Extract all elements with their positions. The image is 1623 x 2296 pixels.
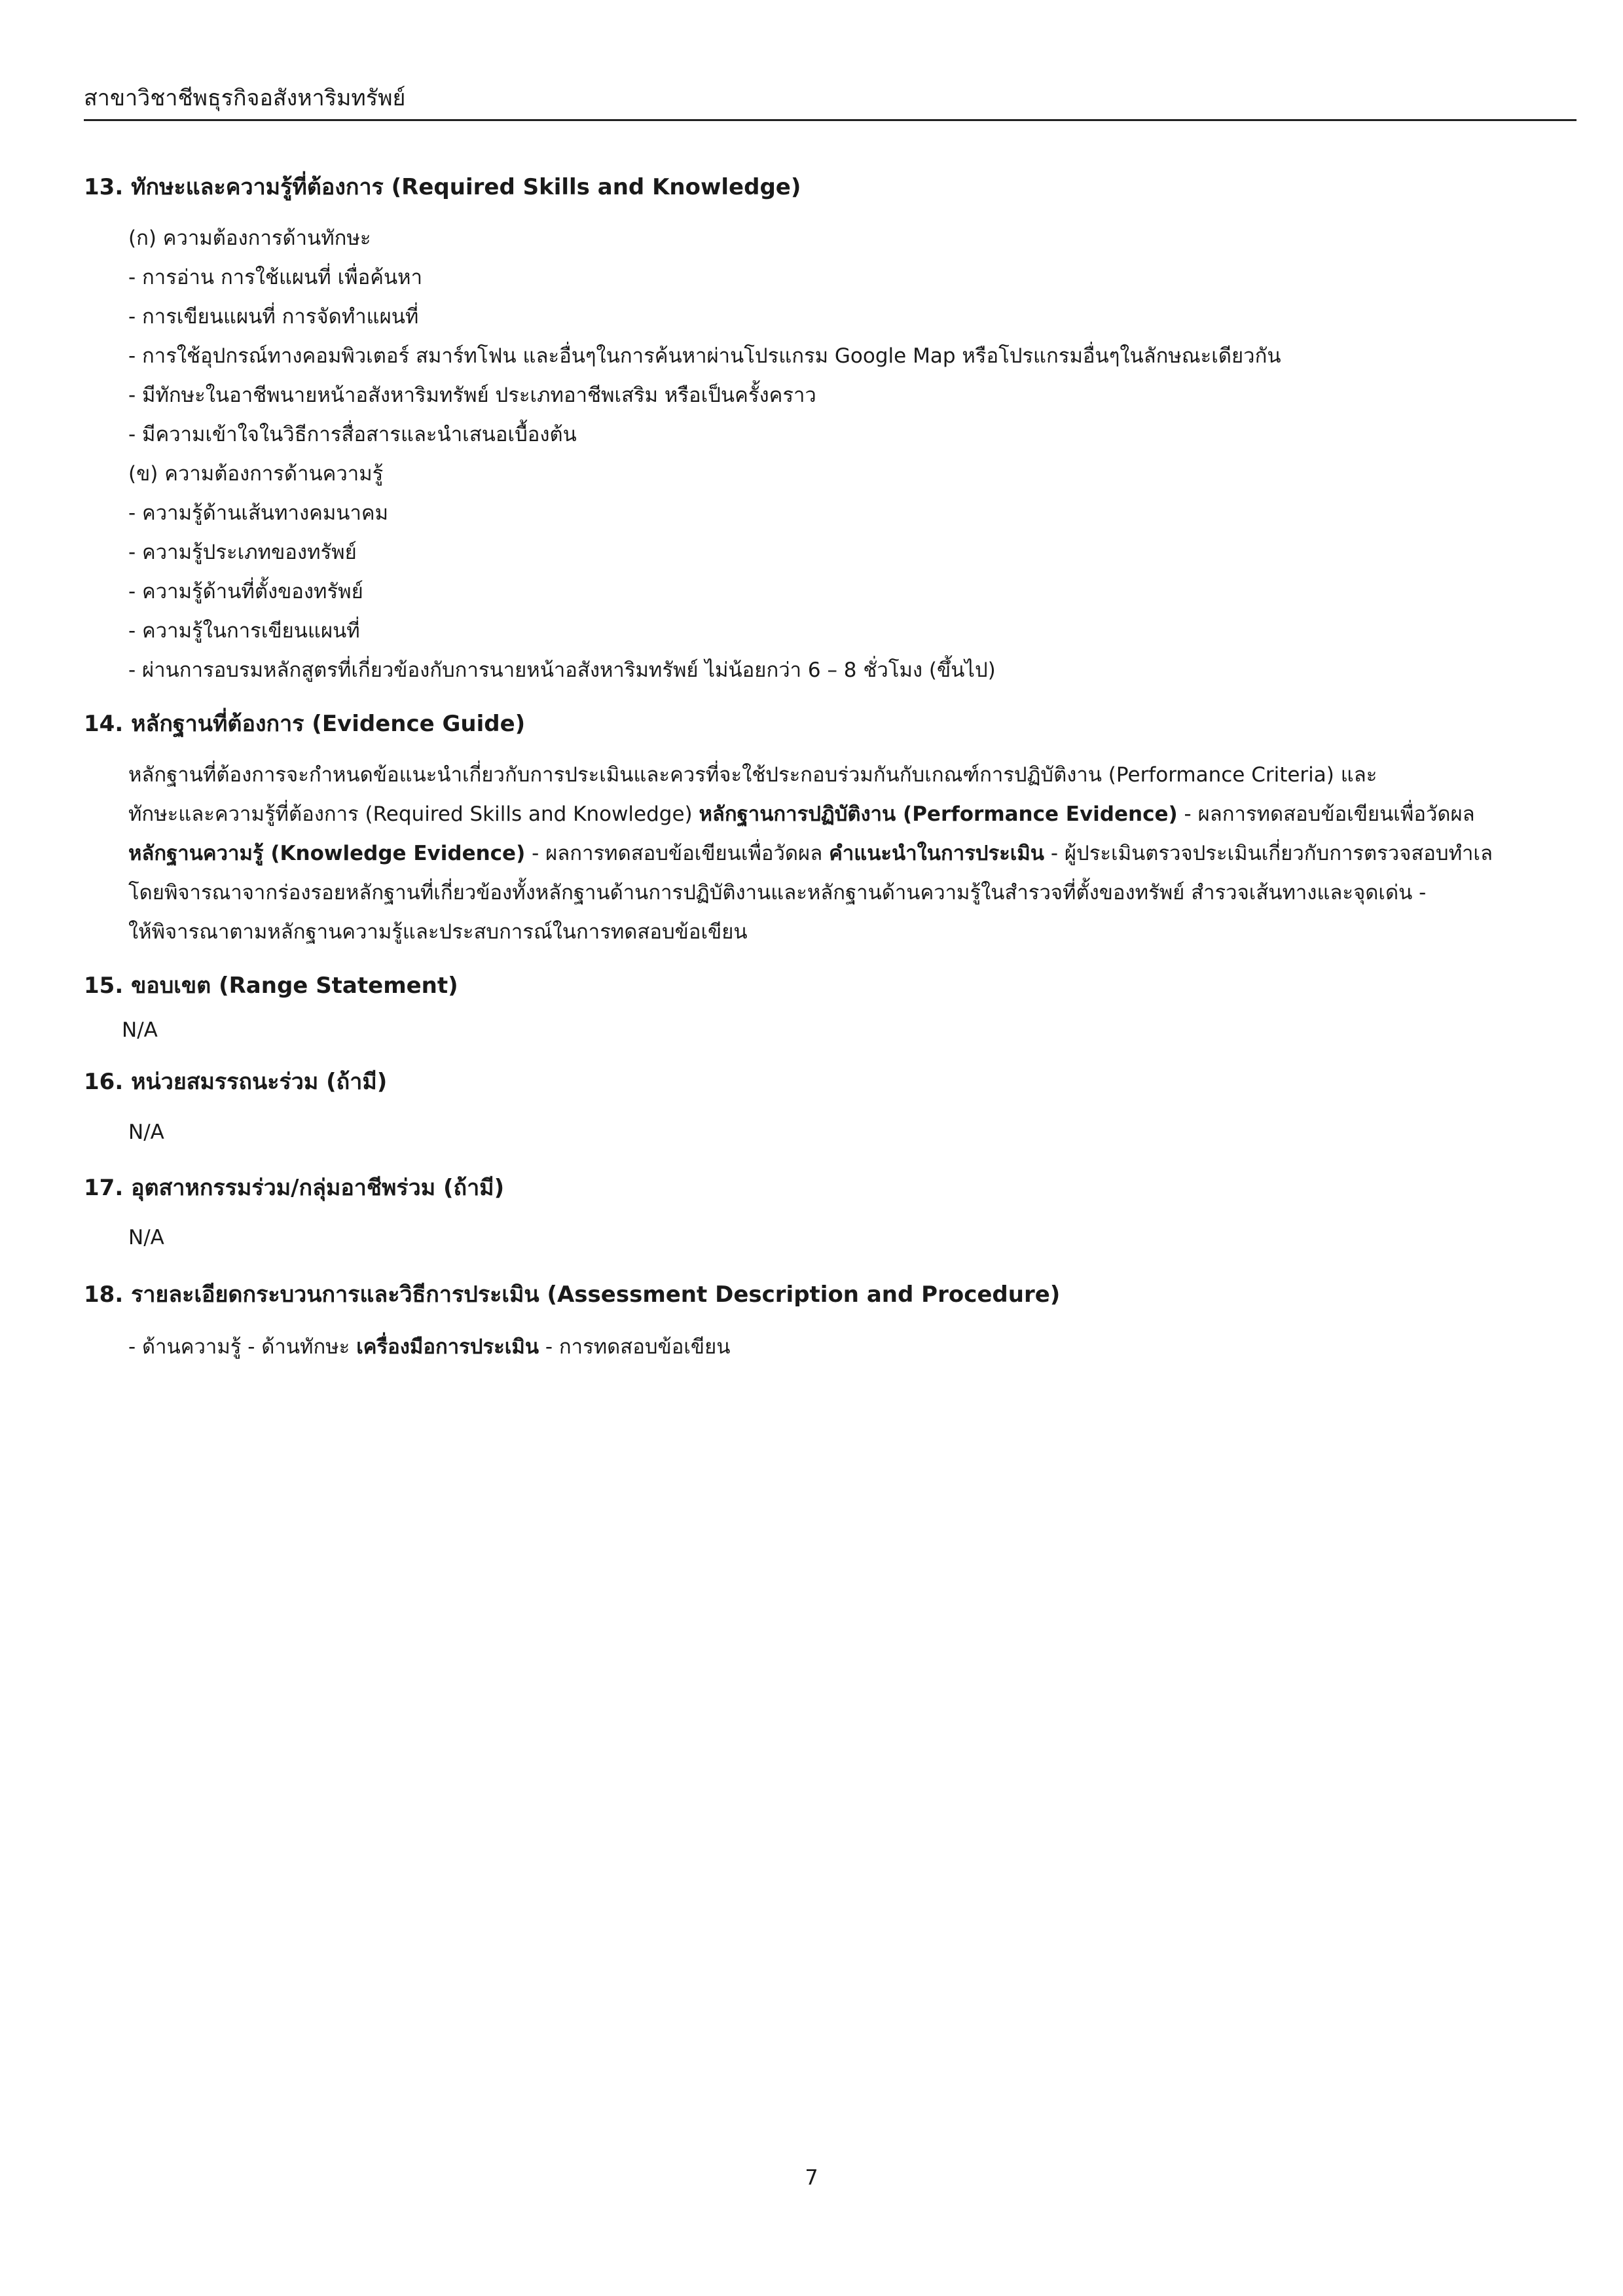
s13-line: - ความรู้ด้านที่ตั้งของทรัพย์ [128,580,363,603]
s13-line: - มีความเข้าใจในวิธีการสื่อสารและนำเสนอเบื้องต้น [128,423,577,446]
s13-line: - การเขียนแผนที่ การจัดทำแผนที่ [128,305,419,329]
s13-line: (ข) ความต้องการด้านความรู้ [128,462,384,486]
assessment-tool-label: เครื่องมือการประเมิน [356,1335,539,1359]
s13-line: - การใช้อุปกรณ์ทางคอมพิวเตอร์ สมาร์ทโฟน และอื่นๆในการค้นหาผ่านโปรแกรม Google Map หรือโปรแกรมอื่นๆในลักษณะเดียวกัน [128,344,1281,368]
s13-line: (ก) ความต้องการด้านทักษะ [128,226,371,250]
knowledge-evidence-label: หลักฐานความรู้ (Knowledge Evidence) [128,842,526,865]
s15-value: N/A [122,1018,158,1042]
section-17-heading: 17. อุตสาหกรรมร่วม/กลุ่มอาชีพร่วม (ถ้ามี) [84,1175,505,1201]
s16-value: N/A [128,1121,164,1144]
s18-text: - ด้านความรู้ - ด้านทักษะ [128,1335,357,1359]
s14-line-5: ให้พิจารณาตามหลักฐานความรู้และประสบการณ์ในการทดสอบข้อเขียน [128,920,748,944]
s13-line: - ความรู้ด้านเส้นทางคมนาคม [128,501,389,525]
section-15-heading: 15. ขอบเขต (Range Statement) [84,973,458,999]
assessment-guidance-label: คำแนะนำในการประเมิน [829,842,1044,865]
s17-value: N/A [128,1226,164,1249]
s18-line [128,1330,730,1363]
s13-line: - ความรู้ในการเขียนแผนที่ [128,619,360,643]
section-16-heading: 16. หน่วยสมรรถนะร่วม (ถ้ามี) [84,1069,388,1095]
header-rule [84,119,1577,121]
s13-line: - มีทักษะในอาชีพนายหน้าอสังหาริมทรัพย์ ประเภทอาชีพเสริม หรือเป็นครั้งคราว [128,384,816,407]
section-13-heading: 13. ทักษะและความรู้ที่ต้องการ (Required Skills and Knowledge) [84,174,801,200]
performance-evidence-label: หลักฐานการปฏิบัติงาน (Performance Evidence) [699,802,1178,826]
s14-text: - ผลการทดสอบข้อเขียนเพื่อวัดผล [1177,802,1475,826]
section-14-heading: 14. หลักฐานที่ต้องการ (Evidence Guide) [84,711,526,737]
s14-text: - ผลการทดสอบข้อเขียนเพื่อวัดผล [525,842,830,865]
s14-line-3 [128,836,1493,869]
s14-line-4: โดยพิจารณาจากร่องรอยหลักฐานที่เกี่ยวข้องทั้งหลักฐานด้านการปฏิบัติงานและหลักฐานด้านความรู้ในสำรวจที่ตั้งของทรัพย์ สำรวจเส้นทางและจุดเด่น - [128,881,1427,905]
s14-line-1: หลักฐานที่ต้องการจะกำหนดข้อแนะนำเกี่ยวกับการประเมินและควรที่จะใช้ประกอบร่วมกันกับเกณฑ์การปฏิบัติงาน (Performance Criteria) และ [128,763,1377,787]
running-header: สาขาวิชาชีพธุรกิจอสังหาริมทรัพย์ [84,85,406,111]
s14-line-2 [128,797,1475,830]
s13-line: - ผ่านการอบรมหลักสูตรที่เกี่ยวข้องกับการนายหน้าอสังหาริมทรัพย์ ไม่น้อยกว่า 6 – 8 ชั่วโมง (ขึ้นไป) [128,658,996,682]
s13-line: - การอ่าน การใช้แผนที่ เพื่อค้นหา [128,266,422,289]
section-18-heading: 18. รายละเอียดกระบวนการและวิธีการประเมิน (Assessment Description and Procedure) [84,1282,1061,1308]
s18-text: - การทดสอบข้อเขียน [539,1335,731,1359]
page-number: 7 [805,2165,818,2190]
s13-line: - ความรู้ประเภทของทรัพย์ [128,541,357,564]
s14-text: ทักษะและความรู้ที่ต้องการ (Required Skills and Knowledge) [128,802,699,826]
s14-text: - ผู้ประเมินตรวจประเมินเกี่ยวกับการตรวจสอบทำเล [1044,842,1493,865]
